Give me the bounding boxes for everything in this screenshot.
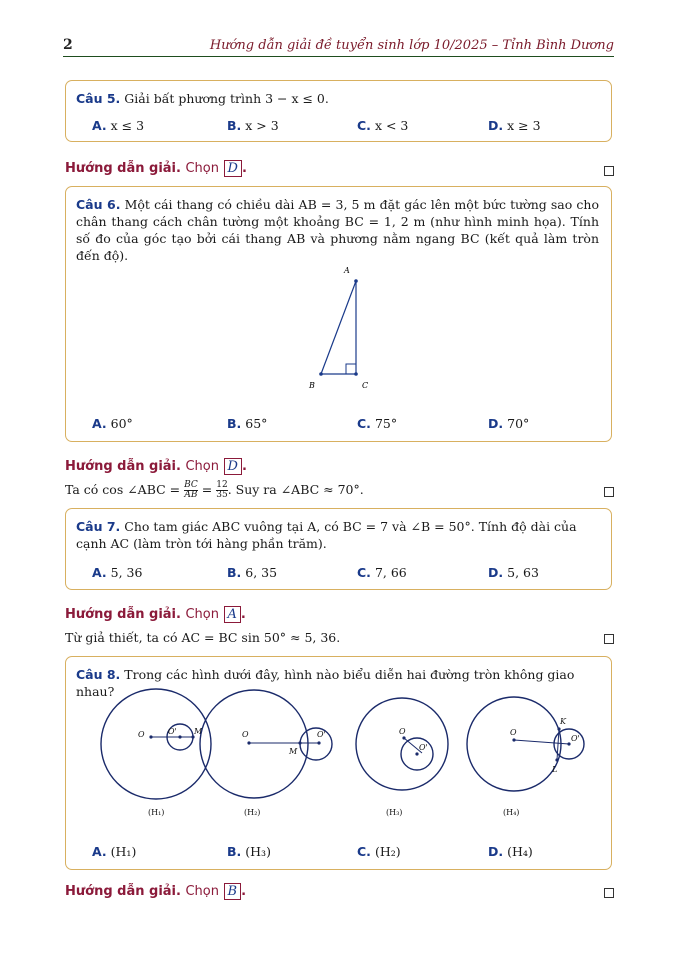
svg-text:L: L [552,765,558,774]
caption-h3: (H₃) [386,808,403,817]
solution-8-answer: B [224,883,242,900]
question-6-text: Một cái thang có chiều dài AB = 3, 5 m đặt gác lên một bức tường sao cho chân thang cách chân tường một khoảng BC = 1, 2 m (như hình minh họa). Tính số đo của góc tạo bởi cái thang AB và phương nằm ngang BC (kết quả làm tròn đến độ). [76,197,599,263]
q8-option-c[interactable]: C. (H₂) [357,844,401,859]
solution-6: Hướng dẫn giải. Chọn D . [65,459,247,474]
solution-7-answer: A [224,606,241,623]
question-7-label: Câu 7. [76,519,121,534]
q7-option-d[interactable]: D. 5, 63 [488,565,539,580]
q8-option-a[interactable]: A. (H₁) [92,844,137,859]
point-c-label: C [362,381,369,390]
question-7-box [65,508,612,590]
caption-h2: (H₂) [244,808,261,817]
qed-icon [604,634,614,644]
svg-text:O': O' [419,743,428,752]
question-8-box [65,656,612,870]
q8-option-d[interactable]: D. (H₄) [488,844,533,859]
figure-h1 [101,689,211,817]
caption-h4: (H₄) [503,808,520,817]
figure-h2 [200,690,332,817]
qed-icon [604,487,614,497]
svg-text:O': O' [317,730,326,739]
svg-text:O: O [399,727,406,736]
q7-option-b[interactable]: B. 6, 35 [227,565,278,580]
solution-5-answer: D [224,160,242,177]
page-number: 2 [63,37,73,53]
fraction-bc-ab: $\frac{BC}{AB}$ [184,480,198,500]
svg-text:K: K [560,717,566,726]
caption-h1: (H₁) [148,808,165,817]
qed-icon [604,888,614,898]
svg-text:O: O [510,728,517,737]
question-6-box [65,186,612,442]
question-8-text: Trong các hình dưới đây, hình nào biểu diễn hai đường tròn không giao nhau? [76,667,575,699]
figure-h3 [356,698,448,817]
question-7-text: Cho tam giác ABC vuông tại A, có BC = 7 và ∠B = 50°. Tính độ dài của cạnh AC (làm tròn tới hàng phần trăm). [76,519,577,551]
figure-h4 [467,697,584,817]
q5-option-d[interactable]: D. x ≥ 3 [488,118,541,133]
q7-option-c[interactable]: C. 7, 66 [357,565,407,580]
question-8-label: Câu 8. [76,667,121,682]
q7-option-a[interactable]: A. 5, 36 [92,565,143,580]
point-a-label: A [344,266,350,275]
question-5-box [65,80,612,142]
solution-5: Hướng dẫn giải. Chọn D . [65,161,247,176]
circles-figures [66,687,611,822]
solution-8: Hướng dẫn giải. Chọn B . [65,884,247,899]
svg-text:O: O [242,730,249,739]
q6-option-d[interactable]: D. 70° [488,416,530,431]
svg-text:O': O' [571,734,580,743]
question-6-label: Câu 6. [76,197,121,212]
q5-option-b[interactable]: B. x > 3 [227,118,279,133]
svg-text:M: M [194,727,203,736]
svg-text:O: O [138,730,145,739]
q6-option-b[interactable]: B. 65° [227,416,268,431]
header-rule [63,56,614,57]
q6-option-c[interactable]: C. 75° [357,416,398,431]
solution-7-text: Từ giả thiết, ta có AC = BC sin 50° ≈ 5, 36. [65,630,341,645]
question-5-text: Giải bất phương trình 3 − x ≤ 0. [124,91,329,106]
q5-option-c[interactable]: C. x < 3 [357,118,409,133]
q5-option-a[interactable]: A. x ≤ 3 [92,118,145,133]
solution-6-text: Ta có cos ∠ABC = $\frac{BC}{AB}$ = $\frac{12}{35}$ . Suy ra ∠ABC ≈ 70°. [65,480,364,500]
point-b-label: B [309,381,315,390]
q8-option-b[interactable]: B. (H₃) [227,844,271,859]
ladder-figure [306,265,396,395]
svg-text:M: M [289,747,298,756]
fraction-12-35: $\frac{12}{35}$ [216,480,228,500]
page-header-title: Hướng dẫn giải đề tuyển sinh lớp 10/2025 – Tỉnh Bình Dương [209,38,614,53]
q6-option-a[interactable]: A. 60° [92,416,133,431]
qed-icon [604,166,614,176]
solution-6-answer: D [224,458,242,475]
svg-text:O': O' [168,727,177,736]
question-5-label: Câu 5. [76,91,121,106]
solution-7: Hướng dẫn giải. Chọn A . [65,607,246,622]
